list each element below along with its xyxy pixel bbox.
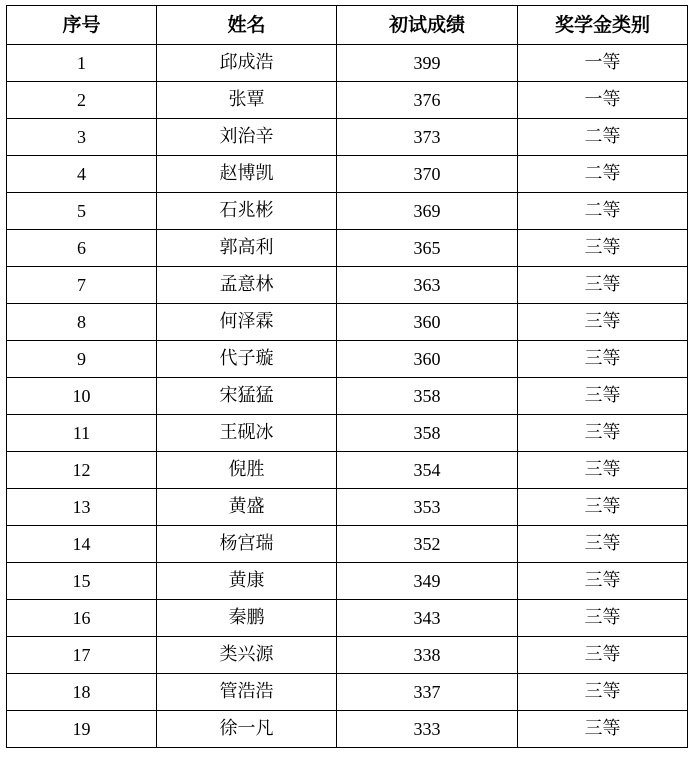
cell-index: 10 [7,378,157,415]
cell-score: 343 [337,600,518,637]
table-row [7,711,688,748]
scholarship-score-table [6,5,688,748]
cell-name: 倪胜 [157,452,337,489]
cell-index: 18 [7,674,157,711]
cell-name: 石兆彬 [157,193,337,230]
cell-level: 三等 [518,489,688,526]
cell-level: 三等 [518,711,688,748]
cell-name: 王砚冰 [157,415,337,452]
cell-score: 358 [337,378,518,415]
cell-level: 三等 [518,637,688,674]
table-row [7,526,688,563]
table-row [7,304,688,341]
table-header [7,6,688,45]
cell-score: 337 [337,674,518,711]
cell-index: 7 [7,267,157,304]
cell-level: 一等 [518,45,688,82]
cell-score: 399 [337,45,518,82]
cell-name: 管浩浩 [157,674,337,711]
cell-index: 19 [7,711,157,748]
cell-name: 刘治辛 [157,119,337,156]
cell-name: 邱成浩 [157,45,337,82]
cell-name: 张覃 [157,82,337,119]
cell-index: 9 [7,341,157,378]
column-header-name: 姓名 [157,6,337,45]
cell-index: 8 [7,304,157,341]
cell-index: 2 [7,82,157,119]
cell-score: 353 [337,489,518,526]
table-row [7,600,688,637]
table-row [7,82,688,119]
cell-score: 373 [337,119,518,156]
column-header-score: 初试成绩 [337,6,518,45]
table-row [7,267,688,304]
cell-name: 黄康 [157,563,337,600]
table-row [7,415,688,452]
table-body [7,45,688,748]
cell-level: 二等 [518,193,688,230]
cell-level: 二等 [518,156,688,193]
cell-index: 14 [7,526,157,563]
cell-name: 郭高利 [157,230,337,267]
table-row [7,452,688,489]
cell-level: 三等 [518,452,688,489]
cell-level: 三等 [518,230,688,267]
table-header-row [7,6,688,45]
cell-index: 11 [7,415,157,452]
column-header-index: 序号 [7,6,157,45]
cell-name: 类兴源 [157,637,337,674]
cell-name: 赵博凯 [157,156,337,193]
table-row [7,563,688,600]
table-row [7,674,688,711]
cell-index: 5 [7,193,157,230]
cell-level: 三等 [518,341,688,378]
cell-score: 369 [337,193,518,230]
cell-name: 何泽霖 [157,304,337,341]
cell-score: 376 [337,82,518,119]
cell-level: 三等 [518,674,688,711]
cell-level: 三等 [518,267,688,304]
table-row [7,489,688,526]
cell-level: 三等 [518,378,688,415]
cell-score: 338 [337,637,518,674]
cell-level: 三等 [518,304,688,341]
cell-name: 杨宫瑞 [157,526,337,563]
cell-level: 一等 [518,82,688,119]
cell-score: 358 [337,415,518,452]
cell-index: 16 [7,600,157,637]
cell-score: 354 [337,452,518,489]
cell-score: 365 [337,230,518,267]
cell-index: 13 [7,489,157,526]
cell-score: 360 [337,341,518,378]
cell-level: 三等 [518,415,688,452]
table-row [7,193,688,230]
cell-index: 4 [7,156,157,193]
cell-score: 363 [337,267,518,304]
table-row [7,341,688,378]
cell-index: 1 [7,45,157,82]
table-row [7,378,688,415]
cell-name: 宋猛猛 [157,378,337,415]
cell-score: 370 [337,156,518,193]
cell-index: 12 [7,452,157,489]
table-row [7,156,688,193]
cell-level: 二等 [518,119,688,156]
cell-level: 三等 [518,526,688,563]
table-row [7,119,688,156]
cell-index: 6 [7,230,157,267]
cell-index: 3 [7,119,157,156]
cell-name: 秦鹏 [157,600,337,637]
table-row [7,230,688,267]
cell-score: 349 [337,563,518,600]
cell-index: 17 [7,637,157,674]
cell-level: 三等 [518,563,688,600]
table-row [7,45,688,82]
cell-score: 333 [337,711,518,748]
cell-score: 360 [337,304,518,341]
cell-name: 孟意林 [157,267,337,304]
document-page [0,5,695,760]
table-row [7,637,688,674]
column-header-level: 奖学金类别 [518,6,688,45]
cell-score: 352 [337,526,518,563]
cell-level: 三等 [518,600,688,637]
cell-name: 代子璇 [157,341,337,378]
cell-name: 徐一凡 [157,711,337,748]
cell-name: 黄盛 [157,489,337,526]
cell-index: 15 [7,563,157,600]
